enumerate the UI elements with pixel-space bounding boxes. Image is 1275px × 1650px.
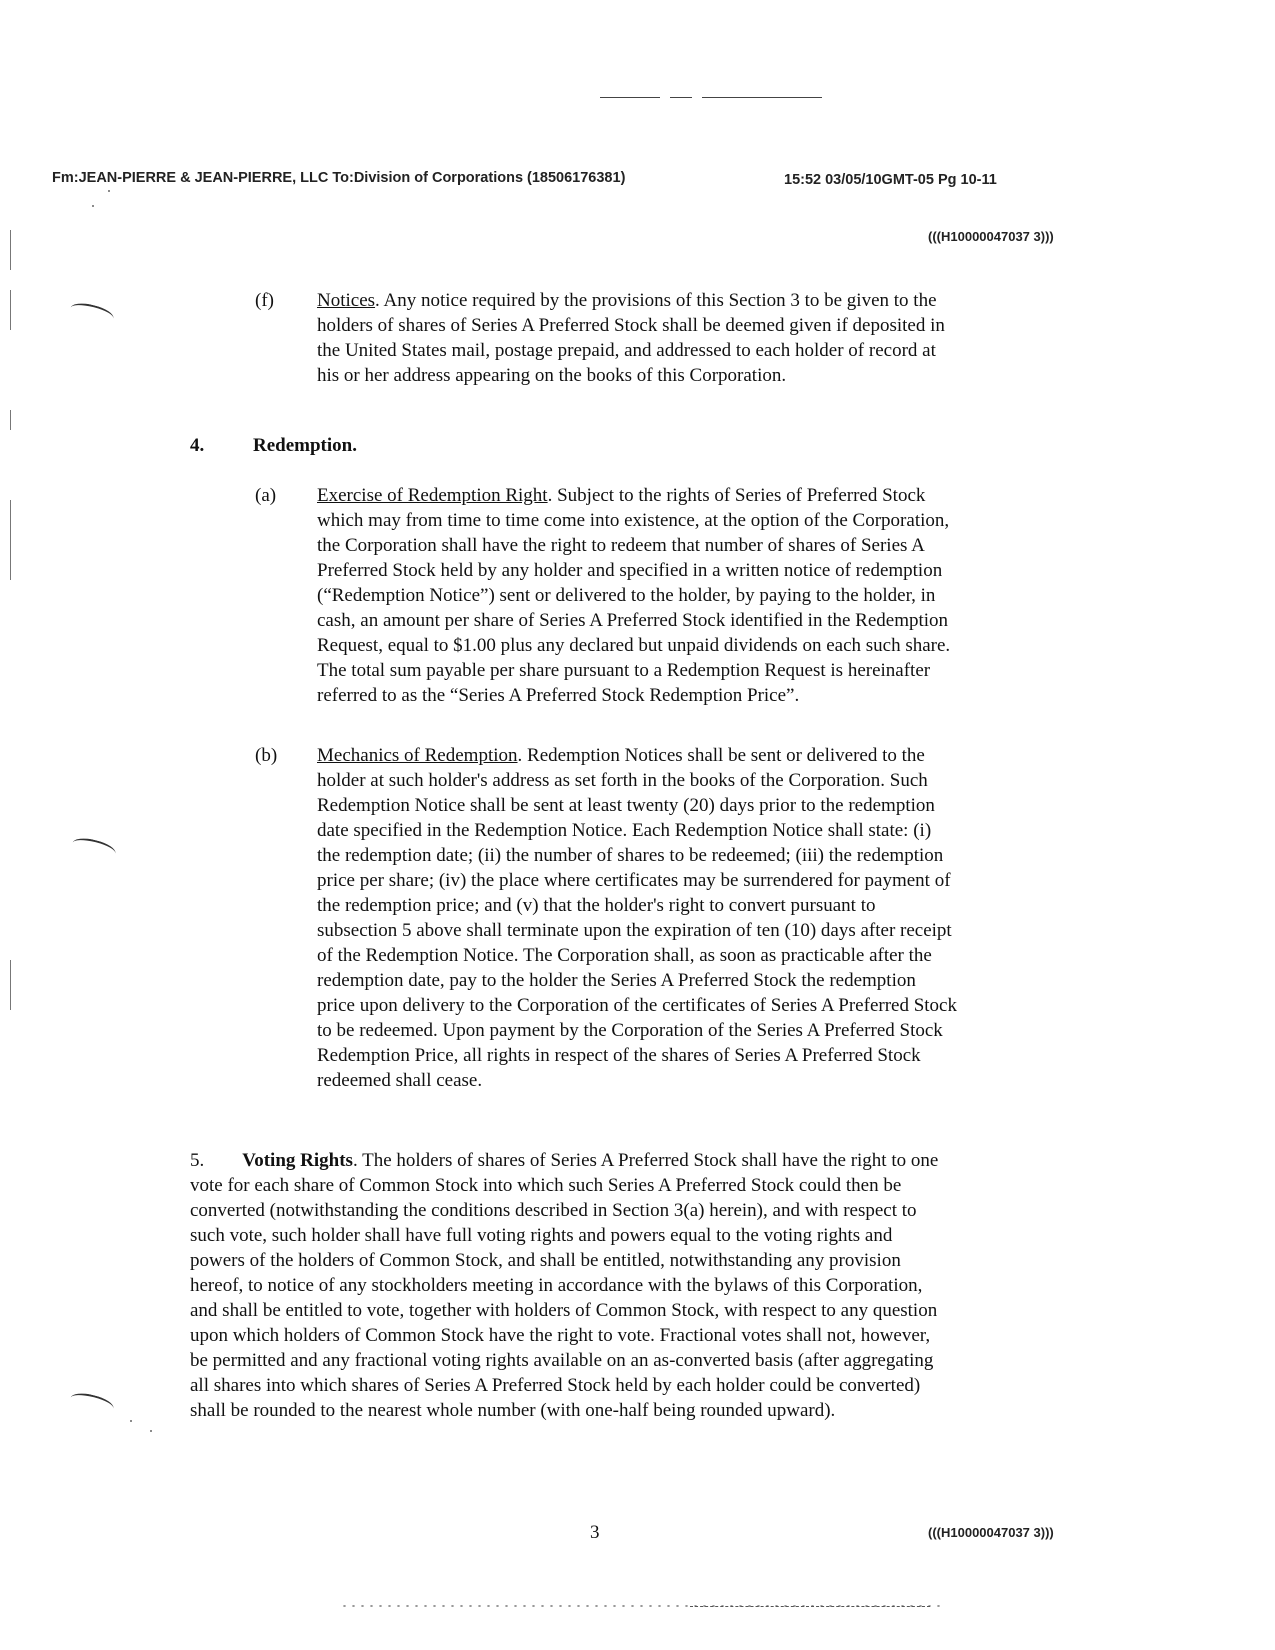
speck bbox=[150, 1430, 152, 1432]
fax-header bbox=[52, 170, 1052, 186]
section-4a-paragraph bbox=[317, 483, 957, 708]
section-4a-text: . Subject to the rights of Series of Preferred Stock which may from time to time come into existence, at the option of the Corporation, the Corporation shall have the right to redeem that number of shares of Series A Preferred Stock held by any holder and specified in a written notice of redemption (“Redemption Notice”) sent or delivered to the holder, by paying to the holder, in cash, an amount per share of Series A Preferred Stock identified in the Redemption Request, equal to $1.00 plus any declared but unpaid dividends on each such share. The total sum payable per share pursuant to a Redemption Request is hereinafter referred to as the “Series A Preferred Stock Redemption Price”. bbox=[317, 485, 951, 706]
scribble-mark bbox=[69, 300, 116, 326]
section-3f-label: (f) bbox=[255, 290, 274, 311]
scribble-mark bbox=[71, 835, 118, 861]
section-3f-text: . Any notice required by the provisions of this Section 3 to be given to the holders of shares of Series A Preferred Stock shall be deemed given if deposited in the United States mail, postage prepaid, and addressed to each holder of record at his or her address appearing on the books of this Corporation. bbox=[317, 290, 945, 386]
section-4a-title: Exercise of Redemption Right bbox=[317, 485, 548, 506]
section-4b-title: Mechanics of Redemption bbox=[317, 745, 518, 766]
margin-mark bbox=[10, 290, 11, 330]
page-number: 3 bbox=[590, 1522, 600, 1543]
section-3f-paragraph bbox=[317, 288, 957, 388]
section-3f-title: Notices bbox=[317, 290, 376, 311]
speck bbox=[92, 205, 94, 207]
scribble-mark bbox=[69, 1390, 116, 1416]
section-4b-label: (b) bbox=[255, 745, 278, 766]
section-5-text: . The holders of shares of Series A Preferred Stock shall have the right to one vote for each share of Common Stock into which such Series A Preferred Stock could then be converted (notwithstanding the conditions described in Section 3(a) herein), and with respect to such vote, such holder shall have full voting rights and powers equal to the voting rights and powers of the holders of Common Stock, and shall be entitled, notwithstanding any provision hereof, to notice of any stockholders meeting in accordance with the bylaws of this Corporation, and shall be entitled to vote, together with holders of Common Stock, with respect to any question upon which holders of Common Stock have the right to vote. Fractional votes shall not, however, be permitted and any fractional voting rights available on an as-converted basis (after aggregating all shares into which shares of Series A Preferred Stock held by each holder could be converted) shall be rounded to the nearest whole number (with one-half being rounded upward). bbox=[190, 1150, 939, 1421]
section-5-title: Voting Rights bbox=[242, 1150, 353, 1171]
margin-mark bbox=[10, 410, 11, 430]
fax-timestamp: 15:52 03/05/10GMT-05 Pg 10-11 bbox=[784, 172, 997, 188]
margin-mark bbox=[10, 230, 11, 270]
section-4-number: 4. bbox=[190, 435, 205, 456]
section-4-title: Redemption. bbox=[253, 435, 357, 456]
bottom-rule bbox=[690, 1606, 930, 1607]
section-4b-text: . Redemption Notices shall be sent or delivered to the holder at such holder's address as set forth in the books of the Corporation. Such Redemption Notice shall be sent at least twenty (20) days prior to the redemption date specified in the Redemption Notice. Each Redemption Notice shall state: (i) the redemption date; (ii) the number of shares to be redeemed; (iii) the redemption price per share; (iv) the place where certificates may be surrendered for payment of the redemption price; and (v) that the holder's right to convert pursuant to subsection 5 above shall terminate upon the expiration of ten (10) days after receipt of the Redemption Notice. The Corporation shall, as soon as practicable after the redemption date, pay to the holder the Series A Preferred Stock the redemption price upon delivery to the Corporation of the certificates of Series A Preferred Stock to be redeemed. Upon payment by the Corporation of the Series A Preferred Stock Redemption Price, all rights in respect of the shares of Series A Preferred Stock redeemed shall cease. bbox=[317, 745, 957, 1091]
speck bbox=[108, 190, 110, 192]
section-5-paragraph bbox=[190, 1148, 950, 1423]
section-4a-label: (a) bbox=[255, 485, 277, 506]
section-5-number: 5. bbox=[190, 1150, 205, 1171]
document-number-top: (((H10000047037 3))) bbox=[928, 229, 1054, 244]
document-number-bottom: (((H10000047037 3))) bbox=[928, 1525, 1054, 1540]
margin-mark bbox=[10, 960, 11, 1010]
speck bbox=[130, 1420, 132, 1422]
margin-mark bbox=[10, 500, 11, 580]
section-4b-paragraph bbox=[317, 743, 957, 1093]
fax-from-to: Fm:JEAN-PIERRE & JEAN-PIERRE, LLC To:Division of Corporations (18506176381) bbox=[52, 170, 626, 186]
top-rule bbox=[600, 97, 822, 98]
